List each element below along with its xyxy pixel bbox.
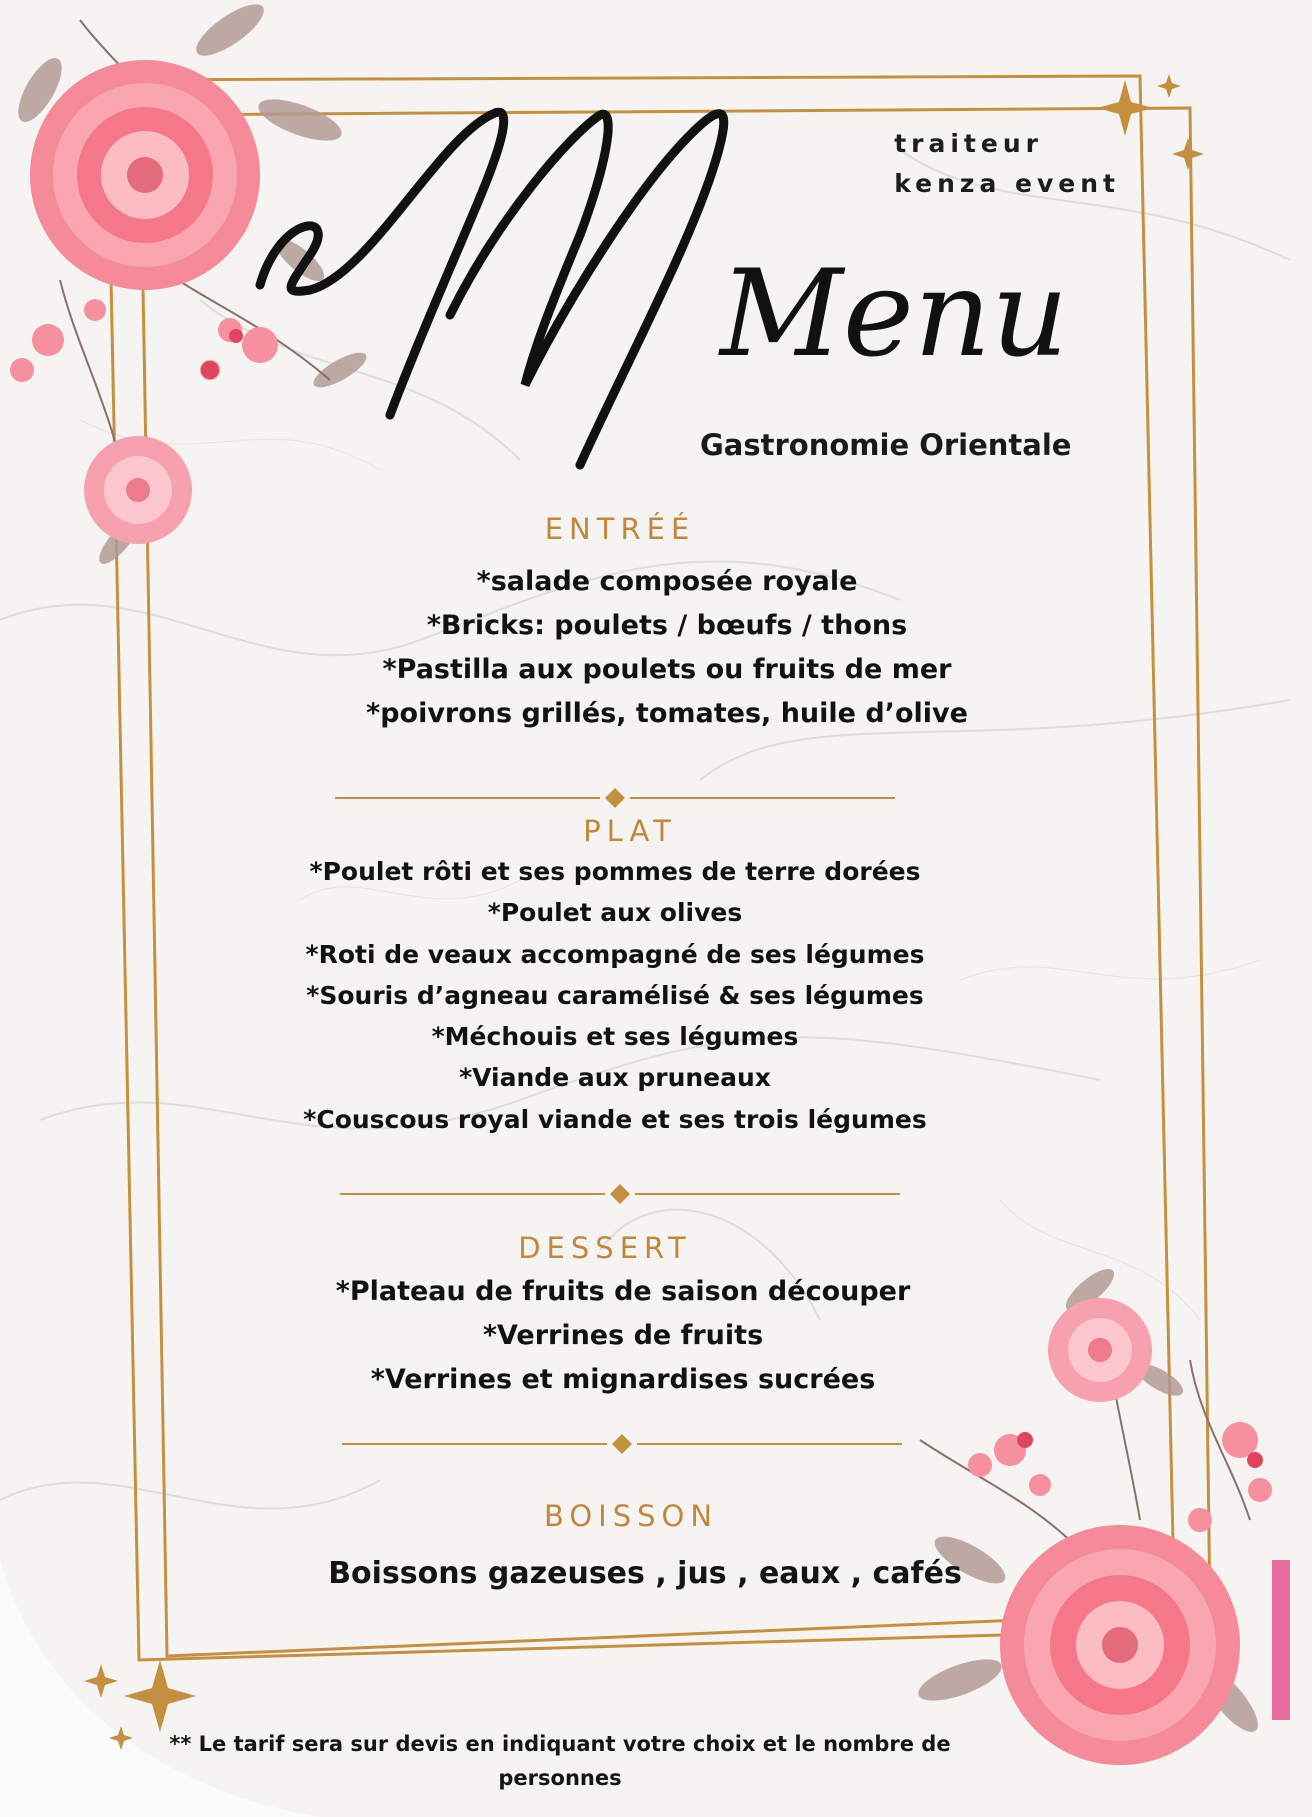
list-item: *Poulet rôti et ses pommes de terre dorées <box>309 857 921 886</box>
list-item: *Plateau de fruits de saison découper <box>335 1276 911 1307</box>
ornament-divider <box>340 1182 900 1206</box>
sparkle-icon <box>1172 138 1204 170</box>
sparkle-icon <box>124 1660 196 1732</box>
boisson-text: Boissons gazeuses , jus , eaux , cafés <box>328 1556 962 1591</box>
list-item: *Méchouis et ses légumes <box>431 1022 799 1052</box>
list-item: *Verrines et mignardises sucrées <box>370 1364 876 1395</box>
pricing-note-line-1: ** Le tarif sera sur devis en indiquant votre choix et le nombre de <box>169 1732 951 1756</box>
pricing-note <box>150 1727 970 1795</box>
entree-items <box>22 560 1312 736</box>
section-title-plat: PLAT <box>583 814 677 848</box>
brand-line-2: kenza event <box>894 169 1120 198</box>
list-item: *Verrines de fruits <box>482 1320 764 1351</box>
list-item: *Couscous royal viande et ses trois légumes <box>303 1104 927 1134</box>
sparkle-icon <box>84 1664 118 1698</box>
section-title-boisson: BOISSON <box>543 1499 719 1533</box>
plat-items <box>0 851 1260 1140</box>
list-item: *Roti de veaux accompagné de ses légumes <box>305 939 925 969</box>
list-item: *Viande aux pruneaux <box>459 1063 771 1093</box>
pricing-note-line-2: personnes <box>498 1766 622 1790</box>
list-item: *poivrons grillés, tomates, huile d’olive <box>366 698 968 729</box>
list-item: *Souris d’agneau caramélisé & ses légumes <box>306 980 924 1010</box>
dessert-items <box>0 1270 1268 1402</box>
list-item: *salade composée royale <box>476 566 858 597</box>
list-item: *Pastilla aux poulets ou fruits de mer <box>382 654 952 685</box>
list-item: *Bricks: poulets / bœufs / thons <box>426 610 908 641</box>
brand-line-1: traiteur <box>894 129 1043 158</box>
section-title-entree: ENTRÉÉ <box>544 512 696 546</box>
section-title-dessert: DESSERT <box>518 1231 692 1265</box>
list-item: *Poulet aux olives <box>487 898 743 928</box>
menu-title <box>250 95 1069 475</box>
ornament-divider <box>335 786 895 810</box>
sparkle-icon <box>109 1726 133 1750</box>
sparkle-icon <box>1157 74 1181 98</box>
menu-title-text: Menu <box>720 245 1069 384</box>
menu-subtitle: Gastronomie Orientale <box>700 428 1072 462</box>
ornament-divider <box>342 1432 902 1456</box>
